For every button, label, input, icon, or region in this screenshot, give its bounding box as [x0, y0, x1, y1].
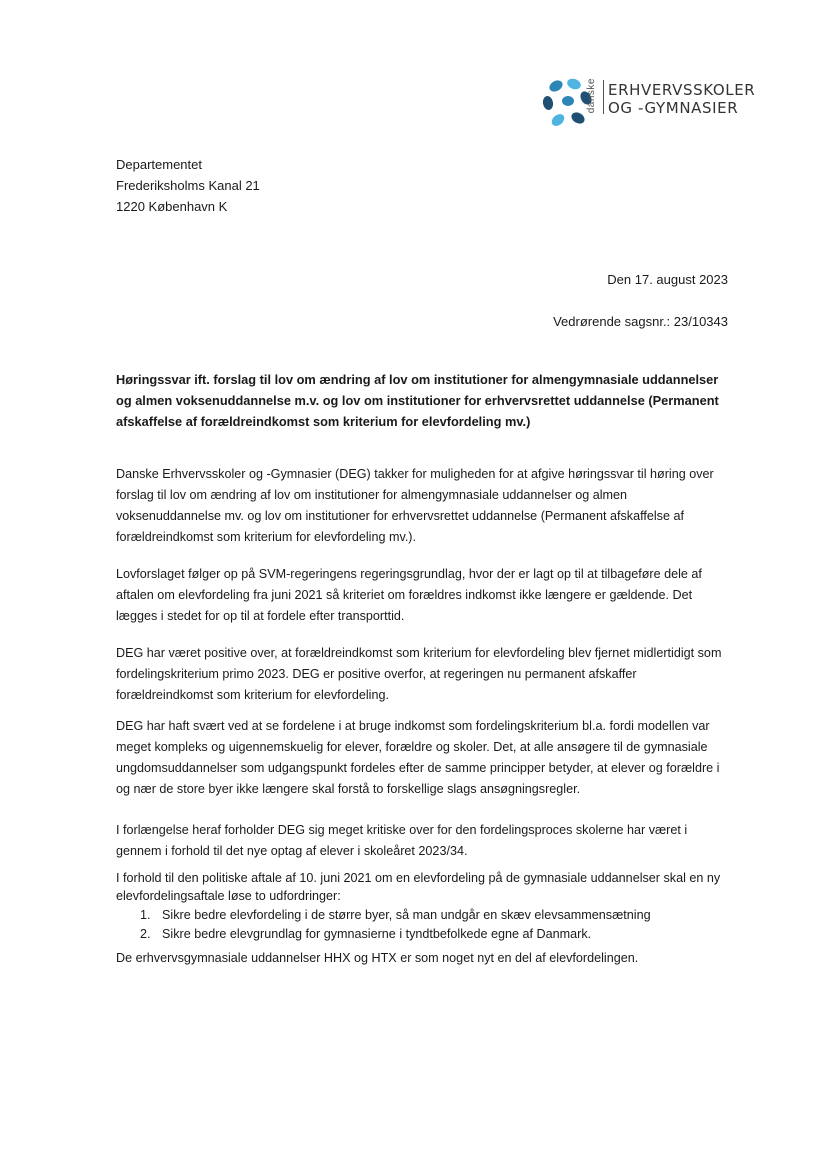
logo-divider	[603, 80, 604, 114]
body-paragraph: I forhold til den politiske aftale af 10. juni 2021 om en elevfordeling på de gymnasiale uddannelser skal en ny elevfordelingsaftale løse to udfordringer:	[116, 871, 721, 903]
letter-title: Høringssvar ift. forslag til lov om ændring af lov om institutioner for almengymnasiale uddannelser og almen voksenuddannelse m.v. og lov om institutioner for erhvervsrettet uddannelse (Permanent afskaffelse af forældreindkomst som kriterium for elevfordeling mv.)	[116, 372, 719, 429]
body-paragraph: Danske Erhvervsskoler og -Gymnasier (DEG) takker for muligheden for at afgive høringssvar til høring over forslag til lov om ændring af lov om institutioner for almengymnasiale uddannelser og almen voksenuddannelse mv. og lov om institutioner for erhvervsrettet uddannelse (Permanent afskaffelse af forældreindkomst som kriterium for elevfordeling mv.).	[116, 467, 714, 544]
address-line: 1220 København K	[116, 199, 228, 214]
logo-small-text: danske	[586, 78, 597, 114]
list-item-text: Sikre bedre elevfordeling i de større byer, så man undgår en skæv elevsammensætning	[162, 908, 651, 922]
list-item-text: Sikre bedre elevgrundlag for gymnasierne i tyndtbefolkede egne af Danmark.	[162, 927, 592, 941]
body-paragraph: DEG har været positive over, at forældreindkomst som kriterium for elevfordeling blev fjernet midlertidigt som fordelingskriterium primo 2023. DEG er positive overfor, at regeringen nu permanent afskaffer forældreindkomst som kriterium for elevfordeling.	[116, 646, 722, 702]
case-reference: Vedrørende sagsnr.: 23/10343	[553, 314, 728, 329]
body-paragraph: De erhvervsgymnasiale uddannelser HHX og HTX er som noget nyt en del af elevfordelingen.	[116, 951, 639, 965]
body-paragraph: I forlængelse heraf forholder DEG sig meget kritiske over for den fordelingsproces skolerne har været i gennem i forhold til det nye optag af elever i skoleåret 2023/34.	[116, 823, 688, 858]
body-paragraph: Lovforslaget følger op på SVM-regeringens regeringsgrundlag, hvor der er lagt op til at tilbageføre dele af aftalen om elevfordeling fra juni 2021 så kriteriet om forældres indkomst ikke længere er gældende. Det lægges i stedet for op til at fordele efter transporttid.	[116, 567, 702, 623]
logo-line-2: OG -GYMNASIER	[608, 99, 739, 117]
address-line: Frederiksholms Kanal 21	[116, 178, 260, 193]
body-paragraph: DEG har haft svært ved at se fordelene i at bruge indkomst som fordelingskriterium bl.a. fordi modellen var meget kompleks og uigennemskuelig for elever, forældre og skoler. Det, at alle ansøgere til de gymnasiale ungdomsuddannelser som udgangspunkt fordeles efter de samme principper betyder, at elever og forældre i og nær de store byer ikke længere skal forstå to forskellige slags ansøgningsregler.	[116, 719, 720, 796]
address-line: Departementet	[116, 157, 202, 172]
recipient-address	[116, 154, 260, 217]
list-item	[140, 906, 651, 925]
list-item	[140, 925, 651, 944]
logo-line-1: ERHVERVSSKOLER	[608, 81, 756, 99]
list-number: 2.	[140, 927, 151, 941]
letter-date: Den 17. august 2023	[607, 272, 728, 287]
list-number: 1.	[140, 908, 151, 922]
numbered-list	[140, 906, 651, 944]
